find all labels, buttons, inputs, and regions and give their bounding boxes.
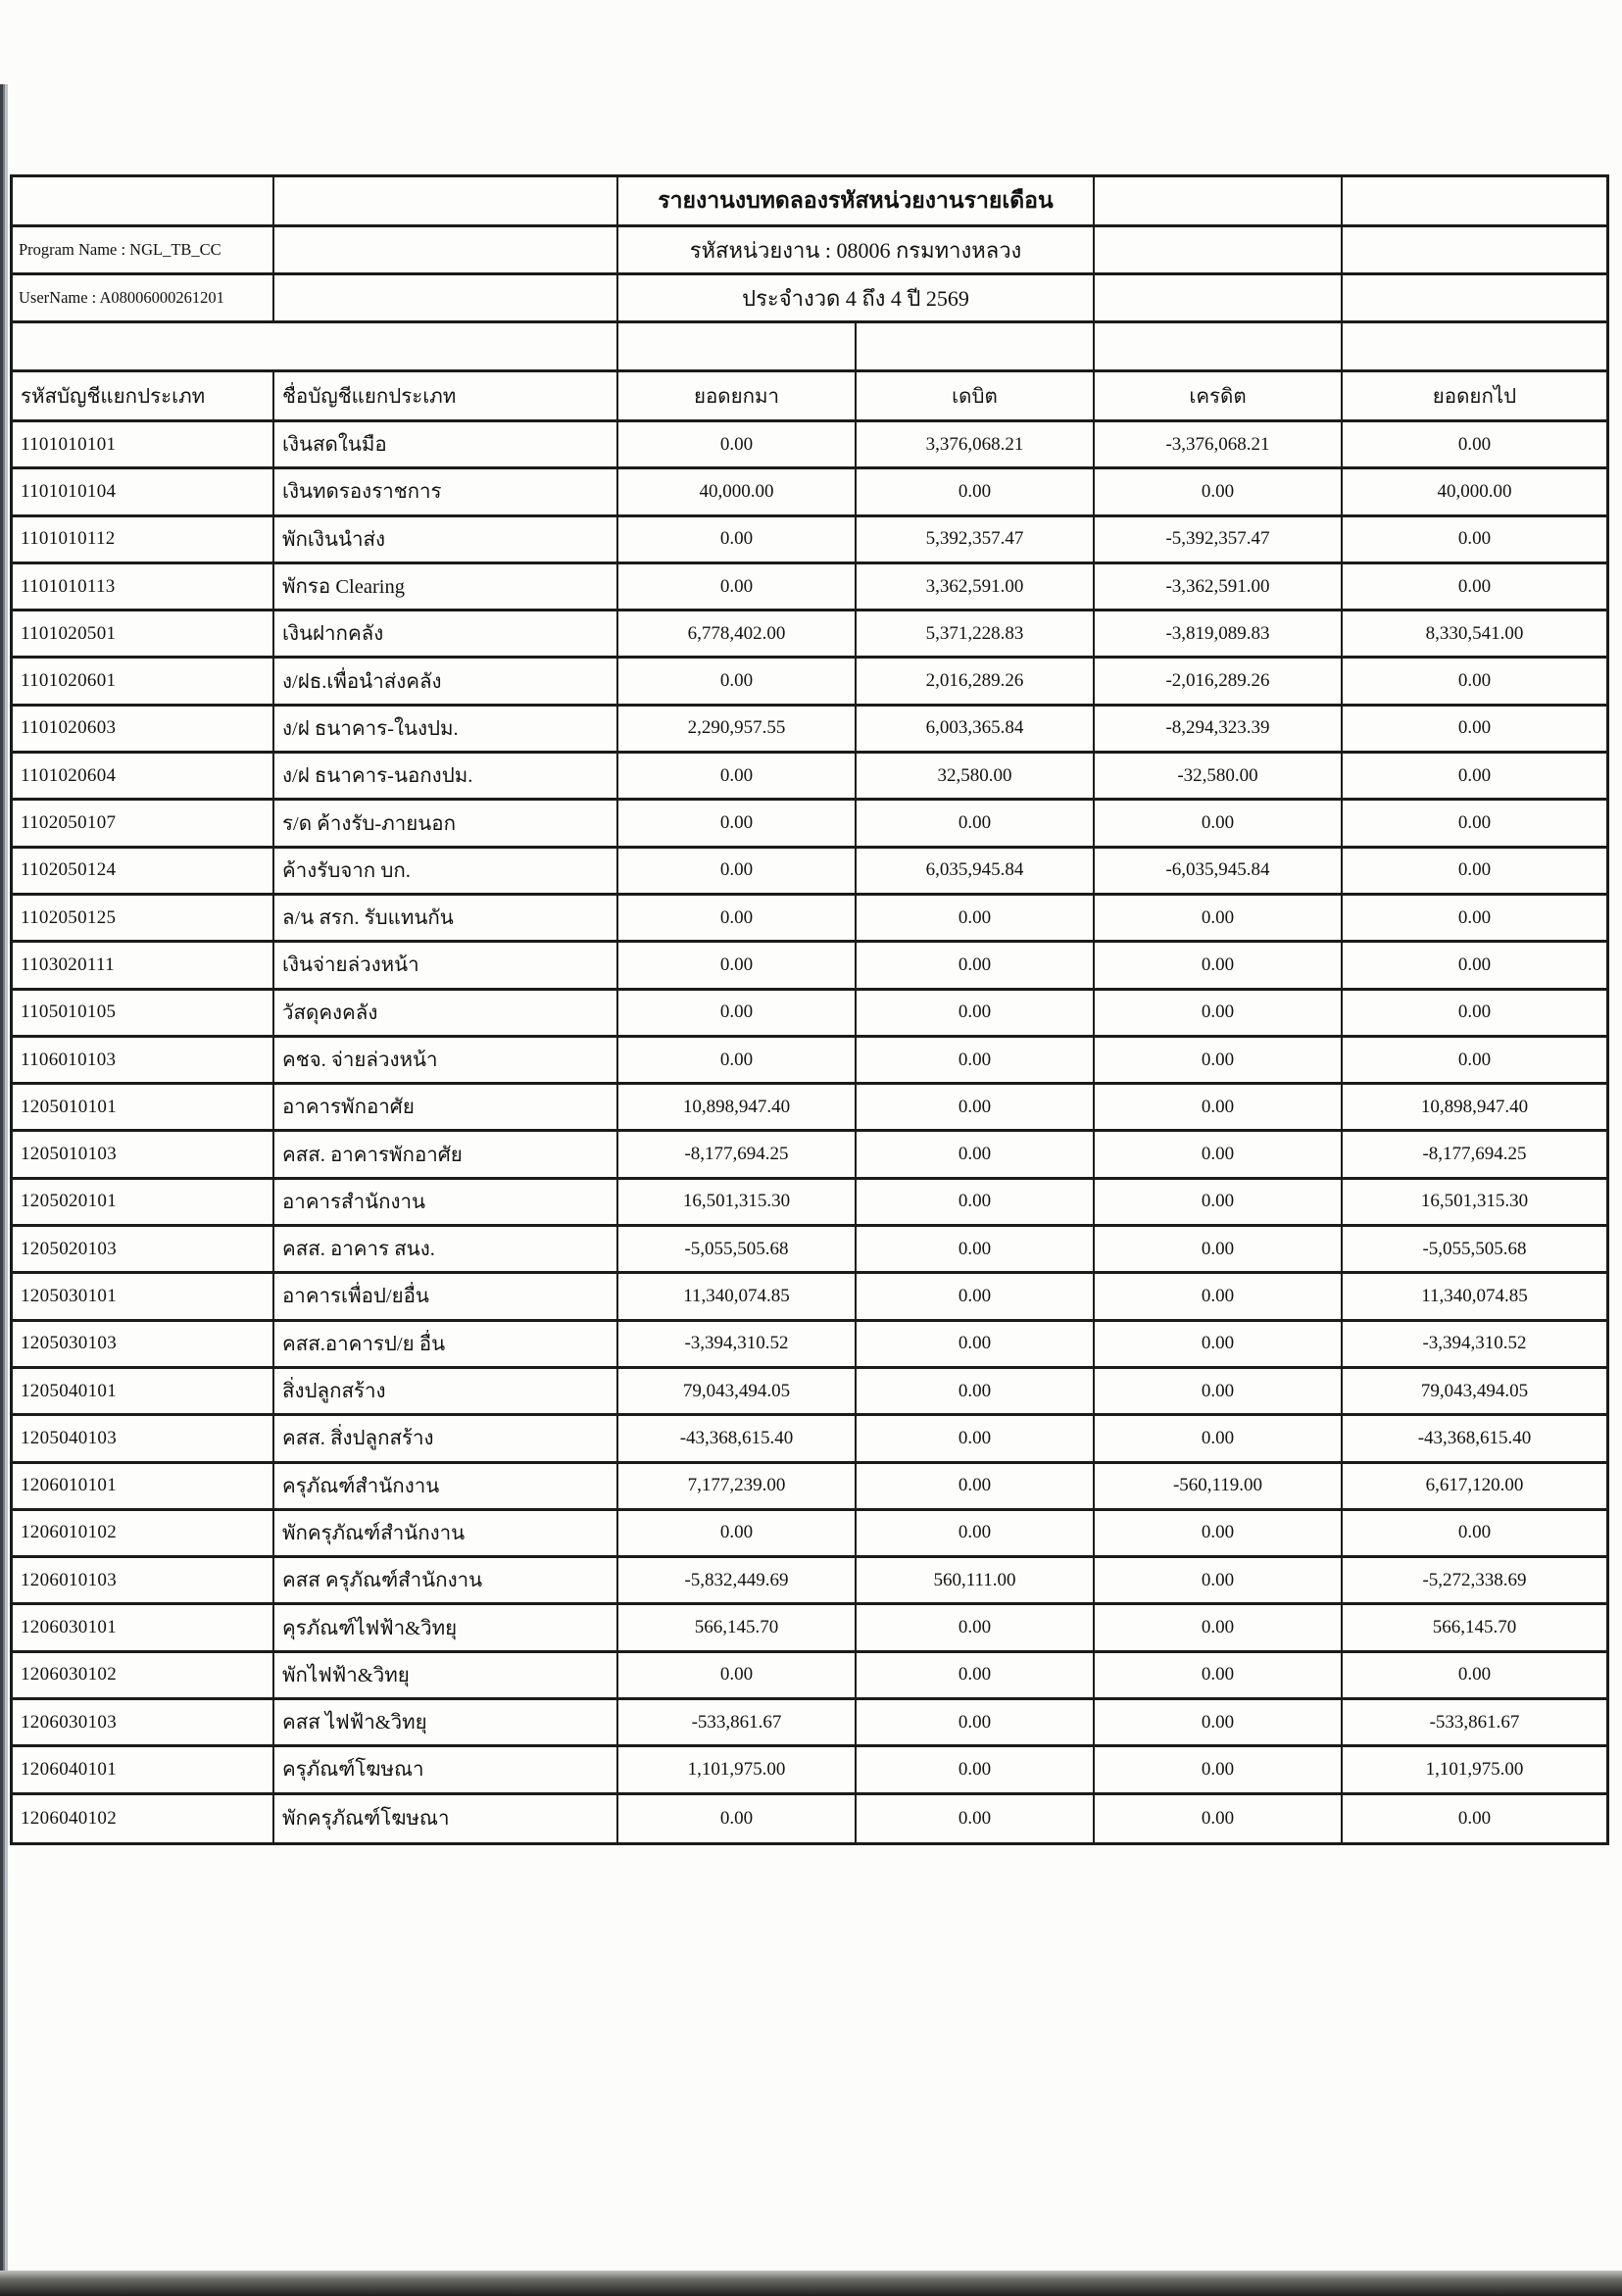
account-name-cell: คสส. สิ่งปลูกสร้าง	[274, 1416, 618, 1460]
table-row	[13, 1464, 1606, 1511]
closing-balance-cell: 8,330,541.00	[1425, 622, 1524, 644]
account-name-cell: พักเงินนำส่ง	[274, 517, 618, 562]
account-code-cell: 1101020501	[13, 611, 274, 656]
opening-balance-cell: 0.00	[618, 754, 857, 798]
debit-cell: 0.00	[857, 991, 1095, 1035]
account-name-cell: คสส. อาคาร สนง.	[274, 1227, 618, 1271]
table-row	[13, 801, 1606, 848]
opening-balance-cell: 0.00	[618, 659, 857, 703]
credit-cell: 0.00	[1095, 801, 1343, 845]
closing-balance-cell: 0.00	[1457, 764, 1492, 786]
debit-cell: 0.00	[857, 1700, 1095, 1744]
closing-balance-cell: 1,101,975.00	[1425, 1758, 1524, 1780]
opening-balance-cell: 0.00	[618, 564, 857, 609]
opening-balance-cell: 0.00	[618, 517, 857, 562]
debit-cell: 0.00	[857, 1605, 1095, 1649]
credit-cell: 0.00	[1095, 1795, 1343, 1842]
credit-cell: -6,035,945.84	[1095, 849, 1343, 893]
empty-cell	[618, 323, 857, 369]
opening-balance-cell: 0.00	[618, 801, 857, 845]
debit-cell: 560,111.00	[857, 1558, 1095, 1602]
empty-cell	[13, 323, 618, 369]
opening-balance-cell: 566,145.70	[618, 1605, 857, 1649]
closing-balance-cell: 0.00	[1457, 433, 1492, 455]
credit-cell: 0.00	[1095, 1180, 1343, 1224]
account-name-cell: เงินทดรองราชการ	[274, 469, 618, 513]
account-name-cell: คสส.อาคารป/ย อื่น	[274, 1322, 618, 1366]
empty-cell	[1343, 275, 1606, 320]
col-header-debit: เดบิต	[857, 372, 1095, 419]
opening-balance-cell: 11,340,074.85	[618, 1274, 857, 1318]
table-row	[13, 991, 1606, 1038]
credit-cell: -5,392,357.47	[1095, 517, 1343, 562]
account-code-cell: 1101010113	[13, 564, 274, 609]
debit-cell: 5,392,357.47	[857, 517, 1095, 562]
table-row	[13, 469, 1606, 516]
account-name-cell: พักไฟฟ้า&วิทยุ	[274, 1653, 618, 1697]
opening-balance-cell: 40,000.00	[618, 469, 857, 513]
account-code-cell: 1205030103	[13, 1322, 274, 1366]
debit-cell: 0.00	[857, 1795, 1095, 1842]
account-name-cell: พักรอ Clearing	[274, 564, 618, 609]
account-name-cell: พักครุภัณฑ์สำนักงาน	[274, 1511, 618, 1555]
credit-cell: 0.00	[1095, 991, 1343, 1035]
table-row	[13, 1416, 1606, 1463]
account-code-cell: 1205020101	[13, 1180, 274, 1224]
table-row	[13, 1558, 1606, 1605]
closing-balance-cell: 0.00	[1457, 1522, 1492, 1543]
account-code-cell: 1106010103	[13, 1038, 274, 1082]
account-code-cell: 1101010112	[13, 517, 274, 562]
table-row	[13, 896, 1606, 943]
debit-cell: 0.00	[857, 896, 1095, 940]
account-code-cell: 1102050107	[13, 801, 274, 845]
account-name-cell: คสส. อาคารพักอาศัย	[274, 1132, 618, 1176]
table-row	[13, 1795, 1606, 1842]
col-header-account-code: รหัสบัญชีแยกประเภท	[13, 372, 274, 419]
col-header-account-name: ชื่อบัญชีแยกประเภท	[274, 372, 618, 419]
credit-cell: 0.00	[1095, 1085, 1343, 1129]
table-row	[13, 1747, 1606, 1794]
closing-balance-cell: -3,394,310.52	[1422, 1333, 1527, 1354]
credit-cell: 0.00	[1095, 896, 1343, 940]
account-code-cell: 1206030102	[13, 1653, 274, 1697]
closing-balance-cell: -5,055,505.68	[1422, 1238, 1527, 1259]
account-name-cell: ง/ฝ ธนาคาร-ในงปม.	[274, 707, 618, 751]
col-header-credit: เครดิต	[1095, 372, 1343, 419]
debit-cell: 0.00	[857, 469, 1095, 513]
account-name-cell: ง/ฝ ธนาคาร-นอกงปม.	[274, 754, 618, 798]
account-code-cell: 1101020604	[13, 754, 274, 798]
table-row	[13, 1274, 1606, 1321]
closing-balance-cell: 16,501,315.30	[1420, 1191, 1529, 1212]
account-name-cell: เงินฝากคลัง	[274, 611, 618, 656]
closing-balance-cell: 79,043,494.05	[1420, 1380, 1529, 1401]
credit-cell: 0.00	[1095, 1369, 1343, 1413]
account-name-cell: ครุภัณฑ์สำนักงาน	[274, 1464, 618, 1508]
credit-cell: 0.00	[1095, 1038, 1343, 1082]
closing-balance-cell: 6,617,120.00	[1425, 1475, 1524, 1496]
closing-balance-cell: 0.00	[1457, 670, 1492, 692]
opening-balance-cell: 0.00	[618, 991, 857, 1035]
opening-balance-cell: 79,043,494.05	[618, 1369, 857, 1413]
account-name-cell: คสส ไฟฟ้า&วิทยุ	[274, 1700, 618, 1744]
table-row	[13, 1132, 1606, 1179]
user-name: UserName : A08006000261201	[13, 275, 274, 320]
empty-cell	[1095, 275, 1343, 320]
opening-balance-cell: 10,898,947.40	[618, 1085, 857, 1129]
credit-cell: 0.00	[1095, 1747, 1343, 1791]
opening-balance-cell: 6,778,402.00	[618, 611, 857, 656]
account-code-cell: 1205010103	[13, 1132, 274, 1176]
program-name: Program Name : NGL_TB_CC	[13, 227, 274, 272]
credit-cell: 0.00	[1095, 1653, 1343, 1697]
account-name-cell: สิ่งปลูกสร้าง	[274, 1369, 618, 1413]
closing-balance-cell: 0.00	[1457, 906, 1492, 928]
empty-cell	[13, 177, 274, 224]
debit-cell: 0.00	[857, 1416, 1095, 1460]
empty-cell	[1095, 177, 1343, 224]
account-name-cell: คชจ. จ่ายล่วงหน้า	[274, 1038, 618, 1082]
opening-balance-cell: -533,861.67	[618, 1700, 857, 1744]
closing-balance-cell: 40,000.00	[1437, 480, 1512, 502]
closing-balance-cell: -8,177,694.25	[1422, 1144, 1527, 1165]
table-row	[13, 611, 1606, 659]
credit-cell: 0.00	[1095, 943, 1343, 987]
closing-balance-cell: 0.00	[1457, 812, 1492, 834]
account-name-cell: ง/ฝธ.เพื่อนำส่งคลัง	[274, 659, 618, 703]
account-name-cell: อาคารพักอาศัย	[274, 1085, 618, 1129]
table-row	[13, 1322, 1606, 1369]
account-code-cell: 1103020111	[13, 943, 274, 987]
account-code-cell: 1102050125	[13, 896, 274, 940]
table-row	[13, 1700, 1606, 1747]
empty-cell	[857, 323, 1095, 369]
credit-cell: 0.00	[1095, 1132, 1343, 1176]
debit-cell: 5,371,228.83	[857, 611, 1095, 656]
table-row	[13, 564, 1606, 611]
empty-cell	[1343, 227, 1606, 272]
empty-cell	[1095, 227, 1343, 272]
debit-cell: 3,362,591.00	[857, 564, 1095, 609]
credit-cell: 0.00	[1095, 1227, 1343, 1271]
scan-edge-left	[0, 84, 8, 2296]
account-name-cell: ล/น สรก. รับแทนกัน	[274, 896, 618, 940]
account-name-cell: อาคารสำนักงาน	[274, 1180, 618, 1224]
closing-balance-cell: 10,898,947.40	[1420, 1096, 1529, 1117]
empty-cell	[1095, 323, 1343, 369]
table-row	[13, 1227, 1606, 1274]
account-code-cell: 1205030101	[13, 1274, 274, 1318]
credit-cell: 0.00	[1095, 1558, 1343, 1602]
closing-balance-cell: 0.00	[1457, 1664, 1492, 1685]
opening-balance-cell: -8,177,694.25	[618, 1132, 857, 1176]
col-header-opening-balance: ยอดยกมา	[618, 372, 857, 419]
account-code-cell: 1205020103	[13, 1227, 274, 1271]
account-code-cell: 1206030101	[13, 1605, 274, 1649]
opening-balance-cell: 7,177,239.00	[618, 1464, 857, 1508]
empty-cell	[274, 227, 618, 272]
account-code-cell: 1205010101	[13, 1085, 274, 1129]
account-code-cell: 1205040103	[13, 1416, 274, 1460]
credit-cell: -3,376,068.21	[1095, 422, 1343, 466]
credit-cell: 0.00	[1095, 469, 1343, 513]
closing-balance-cell: 0.00	[1457, 1001, 1492, 1023]
account-name-cell: ค้างรับจาก บก.	[274, 849, 618, 893]
account-code-cell: 1101010101	[13, 422, 274, 466]
table-row	[13, 754, 1606, 801]
table-row	[13, 1369, 1606, 1416]
opening-balance-cell: 0.00	[618, 422, 857, 466]
debit-cell: 0.00	[857, 1274, 1095, 1318]
table-row	[13, 849, 1606, 896]
debit-cell: 0.00	[857, 1180, 1095, 1224]
account-code-cell: 1206010102	[13, 1511, 274, 1555]
credit-cell: 0.00	[1095, 1416, 1343, 1460]
closing-balance-cell: -43,368,615.40	[1417, 1427, 1532, 1448]
spacer-row	[13, 323, 1606, 372]
account-name-cell: เงินสดในมือ	[274, 422, 618, 466]
closing-balance-cell: 0.00	[1457, 1049, 1492, 1070]
debit-cell: 0.00	[857, 1085, 1095, 1129]
opening-balance-cell: 16,501,315.30	[618, 1180, 857, 1224]
opening-balance-cell: 2,290,957.55	[618, 707, 857, 751]
account-name-cell: คสส ครุภัณฑ์สำนักงาน	[274, 1558, 618, 1602]
table-row	[13, 1605, 1606, 1652]
opening-balance-cell: -5,055,505.68	[618, 1227, 857, 1271]
table-row	[13, 1085, 1606, 1132]
period-line: ประจำงวด 4 ถึง 4 ปี 2569	[618, 275, 1095, 320]
credit-cell: 0.00	[1095, 1511, 1343, 1555]
opening-balance-cell: 0.00	[618, 849, 857, 893]
opening-balance-cell: 0.00	[618, 1038, 857, 1082]
debit-cell: 0.00	[857, 1653, 1095, 1697]
credit-cell: -560,119.00	[1095, 1464, 1343, 1508]
account-name-cell: ร/ด ค้างรับ-ภายนอก	[274, 801, 618, 845]
account-code-cell: 1206040101	[13, 1747, 274, 1791]
account-name-cell: ครุภัณฑ์โฆษณา	[274, 1747, 618, 1791]
debit-cell: 6,003,365.84	[857, 707, 1095, 751]
debit-cell: 0.00	[857, 1038, 1095, 1082]
credit-cell: 0.00	[1095, 1700, 1343, 1744]
report-title: รายงานงบทดลองรหัสหน่วยงานรายเดือน	[618, 177, 1095, 224]
opening-balance-cell: 0.00	[618, 1653, 857, 1697]
empty-cell	[1343, 323, 1606, 369]
account-code-cell: 1206010103	[13, 1558, 274, 1602]
table-row	[13, 1511, 1606, 1558]
account-code-cell: 1102050124	[13, 849, 274, 893]
credit-cell: -3,819,089.83	[1095, 611, 1343, 656]
debit-cell: 0.00	[857, 1227, 1095, 1271]
table-row	[13, 707, 1606, 754]
opening-balance-cell: 0.00	[618, 1511, 857, 1555]
closing-balance-cell: 566,145.70	[1432, 1617, 1517, 1638]
debit-cell: 0.00	[857, 1132, 1095, 1176]
closing-balance-cell: -5,272,338.69	[1422, 1569, 1527, 1590]
debit-cell: 0.00	[857, 1322, 1095, 1366]
closing-balance-cell: 0.00	[1457, 575, 1492, 597]
account-code-cell: 1101020601	[13, 659, 274, 703]
credit-cell: -32,580.00	[1095, 754, 1343, 798]
credit-cell: -8,294,323.39	[1095, 707, 1343, 751]
opening-balance-cell: -3,394,310.52	[618, 1322, 857, 1366]
debit-cell: 6,035,945.84	[857, 849, 1095, 893]
table-row	[13, 1180, 1606, 1227]
table-row	[13, 659, 1606, 706]
debit-cell: 32,580.00	[857, 754, 1095, 798]
debit-cell: 3,376,068.21	[857, 422, 1095, 466]
empty-cell	[274, 177, 618, 224]
account-name-cell: คุรภัณฑ์ไฟฟ้า&วิทยุ	[274, 1605, 618, 1649]
opening-balance-cell: -5,832,449.69	[618, 1558, 857, 1602]
account-name-cell: เงินจ่ายล่วงหน้า	[274, 943, 618, 987]
table-row	[13, 943, 1606, 990]
account-code-cell: 1206010101	[13, 1464, 274, 1508]
debit-cell: 0.00	[857, 1369, 1095, 1413]
account-code-cell: 1206040102	[13, 1795, 274, 1842]
account-code-cell: 1105010105	[13, 991, 274, 1035]
column-header-row	[13, 372, 1606, 422]
table-row	[13, 1653, 1606, 1700]
debit-cell: 0.00	[857, 943, 1095, 987]
closing-balance-cell: 0.00	[1457, 528, 1492, 550]
empty-cell	[1343, 177, 1606, 224]
closing-balance-cell: 0.00	[1457, 717, 1492, 739]
account-code-cell: 1101020603	[13, 707, 274, 751]
opening-balance-cell: 0.00	[618, 1795, 857, 1842]
closing-balance-cell: 0.00	[1457, 953, 1492, 975]
account-code-cell: 1205040101	[13, 1369, 274, 1413]
account-code-cell: 1101010104	[13, 469, 274, 513]
table-row	[13, 517, 1606, 564]
table-body	[13, 422, 1606, 1842]
account-name-cell: วัสดุคงคลัง	[274, 991, 618, 1035]
opening-balance-cell: -43,368,615.40	[618, 1416, 857, 1460]
empty-cell	[274, 275, 618, 320]
debit-cell: 0.00	[857, 1747, 1095, 1791]
closing-balance-cell: 11,340,074.85	[1421, 1285, 1528, 1306]
trial-balance-table	[10, 174, 1609, 1845]
closing-balance-cell: 0.00	[1457, 859, 1492, 881]
closing-balance-cell: -533,861.67	[1429, 1711, 1520, 1733]
opening-balance-cell: 0.00	[618, 896, 857, 940]
debit-cell: 0.00	[857, 1511, 1095, 1555]
table-row	[13, 422, 1606, 469]
table-row	[13, 1038, 1606, 1085]
account-code-cell: 1206030103	[13, 1700, 274, 1744]
account-name-cell: อาคารเพื่อป/ยอื่น	[274, 1274, 618, 1318]
debit-cell: 0.00	[857, 1464, 1095, 1508]
scan-edge-bottom	[0, 2271, 1622, 2296]
credit-cell: 0.00	[1095, 1605, 1343, 1649]
header-row-title	[13, 177, 1606, 227]
credit-cell: -3,362,591.00	[1095, 564, 1343, 609]
account-name-cell: พักครุภัณฑ์โฆษณา	[274, 1795, 618, 1842]
debit-cell: 0.00	[857, 801, 1095, 845]
opening-balance-cell: 0.00	[618, 943, 857, 987]
col-header-closing-balance: ยอดยกไป	[1432, 385, 1517, 408]
credit-cell: 0.00	[1095, 1274, 1343, 1318]
unit-code-line: รหัสหน่วยงาน : 08006 กรมทางหลวง	[618, 227, 1095, 272]
header-row-period	[13, 275, 1606, 323]
header-row-unit	[13, 227, 1606, 275]
credit-cell: -2,016,289.26	[1095, 659, 1343, 703]
debit-cell: 2,016,289.26	[857, 659, 1095, 703]
closing-balance-cell: 0.00	[1457, 1807, 1492, 1829]
opening-balance-cell: 1,101,975.00	[618, 1747, 857, 1791]
credit-cell: 0.00	[1095, 1322, 1343, 1366]
